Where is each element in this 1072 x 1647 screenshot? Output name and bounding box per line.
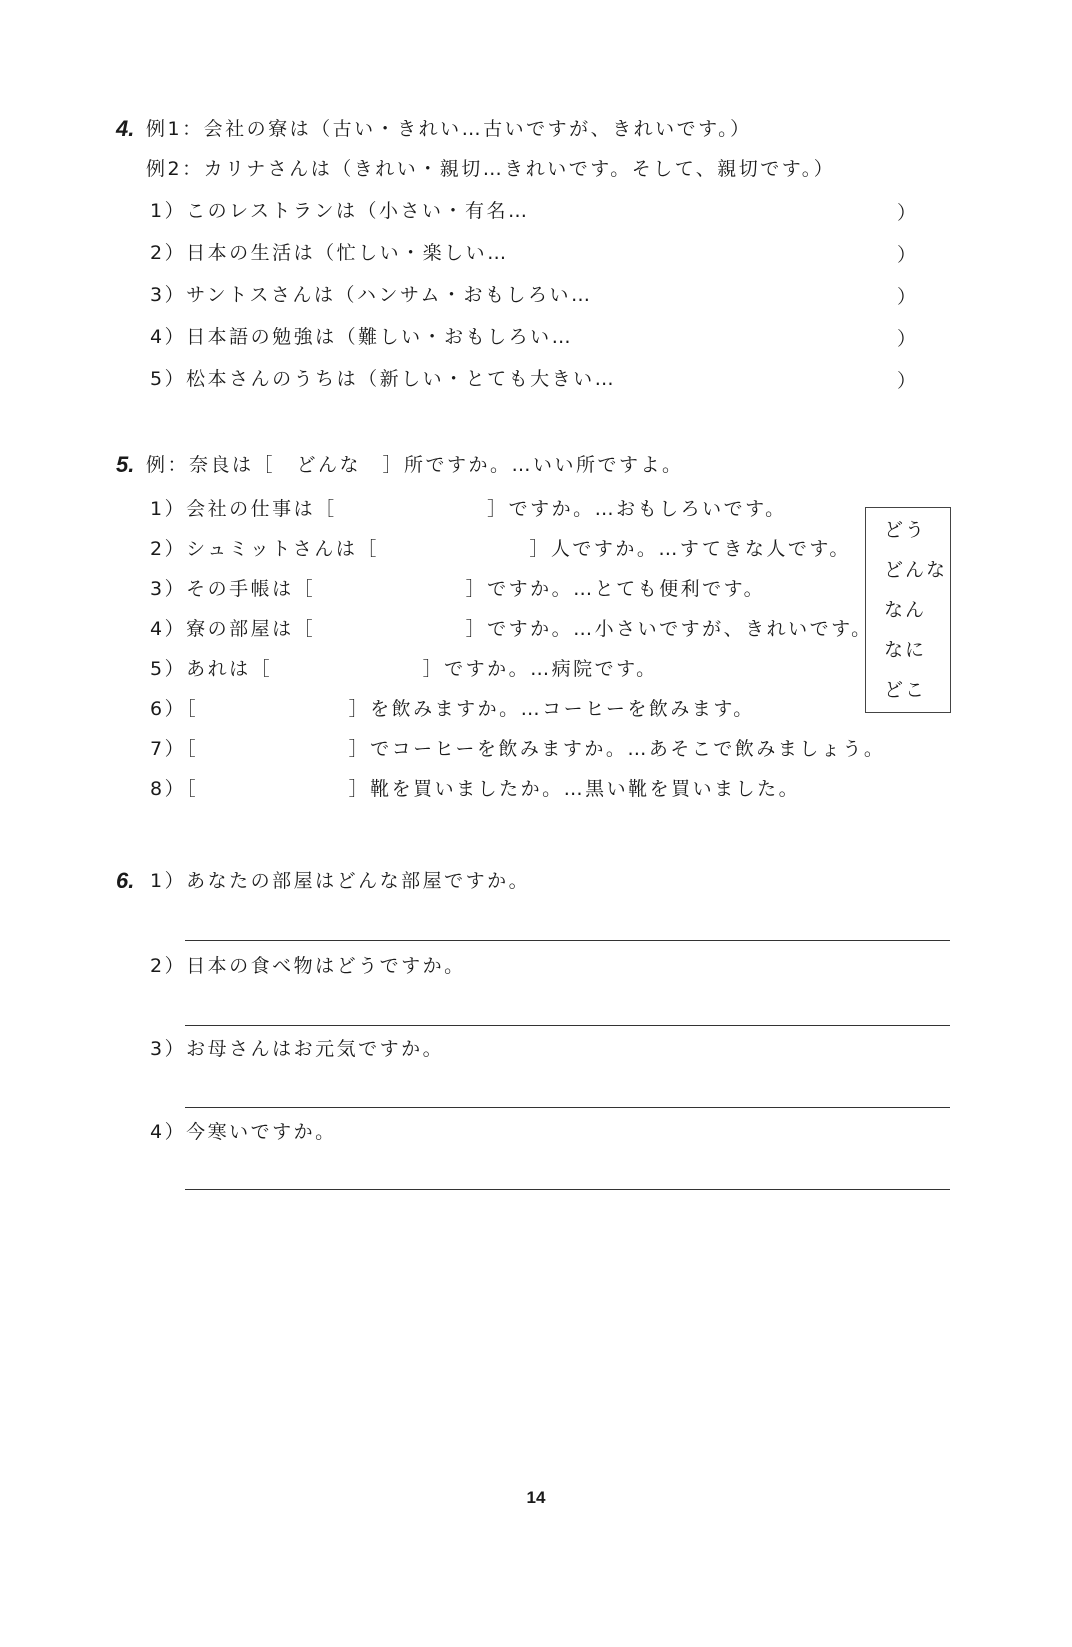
section-6-answer-line-2 xyxy=(185,1025,950,1026)
section-6-answer-line-3 xyxy=(185,1107,950,1108)
word-choice-nan: なん xyxy=(884,599,927,621)
section-4-item-1: 1）このレストランは（小さい・有名… xyxy=(150,200,530,222)
section-4-item-1-close-paren: ） xyxy=(897,202,917,224)
page-number: 14 xyxy=(526,1488,546,1507)
section-5-item-4: 4）寮の部屋は［ ］ですか。…小さいですが、きれいです。 xyxy=(150,618,873,640)
section-4-item-5: 5）松本さんのうちは（新しい・とても大きい… xyxy=(150,368,617,390)
section-6-question-1: 1）あなたの部屋はどんな部屋ですか。 xyxy=(150,870,531,892)
section-5-item-8: 8）［ ］靴を買いましたか。…黒い靴を買いました。 xyxy=(150,778,801,800)
section-4-item-2: 2）日本の生活は（忙しい・楽しい… xyxy=(150,242,509,264)
section-5-item-7: 7）［ ］でコーヒーを飲みますか。…あそこで飲みましょう。 xyxy=(150,738,886,760)
section-4-number: 4. xyxy=(116,116,135,141)
section-6-answer-line-1 xyxy=(185,940,950,941)
section-6-question-2: 2）日本の食べ物はどうですか。 xyxy=(150,955,466,977)
section-5-number: 5. xyxy=(116,452,135,477)
section-4-item-2-close-paren: ） xyxy=(897,244,917,266)
section-6-question-3: 3）お母さんはお元気ですか。 xyxy=(150,1038,445,1060)
section-4-item-3: 3）サントスさんは（ハンサム・おもしろい… xyxy=(150,284,593,306)
section-4-item-4: 4）日本語の勉強は（難しい・おもしろい… xyxy=(150,326,574,348)
word-choice-dou: どう xyxy=(884,519,927,541)
word-choice-nani: なに xyxy=(884,639,927,661)
word-choice-box xyxy=(865,507,951,713)
section-5-item-5: 5）あれは［ ］ですか。…病院です。 xyxy=(150,658,658,680)
section-6-answer-line-4 xyxy=(185,1189,950,1190)
section-6-number: 6. xyxy=(116,868,135,893)
section-4-item-4-close-paren: ） xyxy=(897,328,917,350)
section-4-item-3-close-paren: ） xyxy=(897,286,917,308)
section-5-item-3: 3）その手帳は［ ］ですか。…とても便利です。 xyxy=(150,578,766,600)
section-5-item-1: 1）会社の仕事は［ ］ですか。…おもしろいです。 xyxy=(150,498,787,520)
section-5-example: 例：奈良は［ どんな ］所ですか。…いい所ですよ。 xyxy=(146,454,684,476)
section-5-item-2: 2）シュミットさんは［ ］人ですか。…すてきな人です。 xyxy=(150,538,851,560)
section-4-item-5-close-paren: ） xyxy=(897,370,917,392)
word-choice-doko: どこ xyxy=(884,679,927,701)
word-choice-donna: どんな xyxy=(884,559,948,581)
section-4-example-1: 例1：会社の寮は（古い・きれい…古いですが、きれいです。） xyxy=(146,118,752,140)
section-4-example-2: 例2：カリナさんは（きれい・親切…きれいです。そして、親切です。） xyxy=(146,158,836,180)
section-6-question-4: 4）今寒いですか。 xyxy=(150,1121,337,1143)
section-5-item-6: 6）［ ］を飲みますか。…コーヒーを飲みます。 xyxy=(150,698,755,720)
